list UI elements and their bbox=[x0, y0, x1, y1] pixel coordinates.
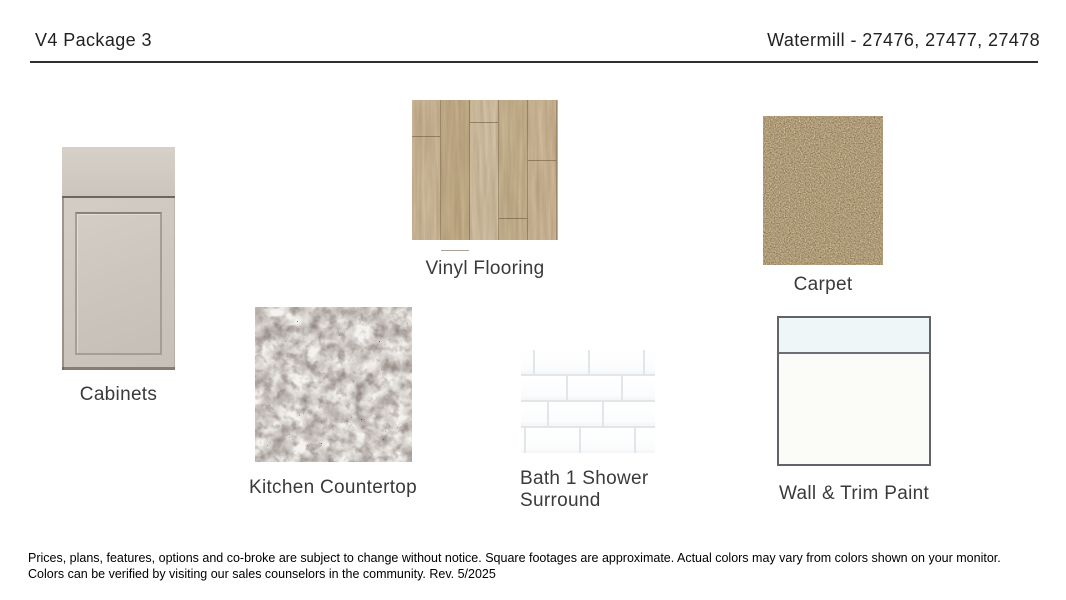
wall-trim-paint-swatch bbox=[777, 316, 931, 466]
cabinet-door-panel bbox=[75, 212, 162, 355]
kitchen-countertop-swatch bbox=[255, 307, 412, 462]
plank-joint bbox=[412, 136, 440, 137]
carpet-label: Carpet bbox=[793, 274, 853, 295]
cabinets-label: Cabinets bbox=[79, 384, 158, 405]
wall-paint-color-band bbox=[779, 318, 929, 354]
carpet-swatch bbox=[763, 116, 883, 265]
carpet-texture bbox=[763, 116, 883, 265]
bath1-shower-surround-swatch bbox=[521, 350, 655, 453]
cabinet-door-front bbox=[62, 198, 175, 370]
plank-joint bbox=[441, 250, 469, 251]
trim-paint-color-band bbox=[779, 354, 929, 464]
wall-trim-paint-label: Wall & Trim Paint bbox=[778, 483, 930, 504]
plank-joint bbox=[470, 122, 498, 123]
vinyl-flooring-swatch bbox=[412, 100, 558, 240]
kitchen-countertop-label: Kitchen Countertop bbox=[248, 477, 418, 498]
cabinet-drawer-front bbox=[62, 147, 175, 198]
wood-grain-texture bbox=[412, 100, 558, 240]
plank-joint bbox=[528, 160, 556, 161]
cabinets-swatch bbox=[62, 147, 175, 370]
granite-texture bbox=[255, 307, 412, 462]
vinyl-flooring-label: Vinyl Flooring bbox=[425, 258, 545, 279]
bath1-shower-surround-label: Bath 1 Shower Surround bbox=[520, 468, 649, 511]
package-title: V4 Package 3 bbox=[35, 30, 152, 50]
plank-joint bbox=[499, 218, 527, 219]
community-lots-title: Watermill - 27476, 27477, 27478 bbox=[767, 30, 1040, 50]
disclaimer-text: Prices, plans, features, options and co-broke are subject to change without notice. Square footages are approximate. Actual colors may vary from colors shown on your monitor. Colors can be verified by visiting our sales counselors in the community. Rev. 5/2025 bbox=[28, 551, 1001, 581]
subway-tile-graphic bbox=[521, 350, 655, 453]
header-divider bbox=[30, 61, 1038, 63]
